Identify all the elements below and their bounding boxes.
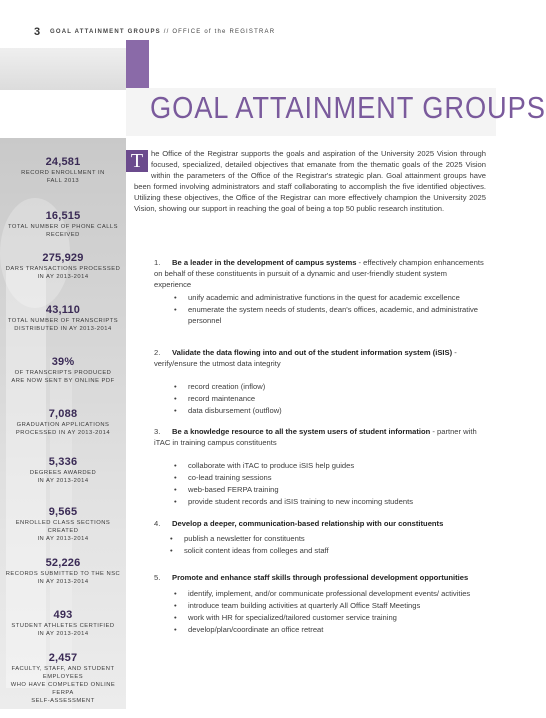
bullet-list xyxy=(170,381,484,417)
stat-item xyxy=(0,210,126,239)
list-item: • provide student records and iSIS training to new incoming students xyxy=(170,496,484,507)
stat-item xyxy=(0,456,126,485)
stat-item xyxy=(0,506,126,543)
stat-item xyxy=(0,252,126,281)
stat-number: 275,929 xyxy=(42,252,84,264)
running-header xyxy=(50,29,275,35)
stat-label: TOTAL NUMBER OF PHONE CALLS RECEIVED xyxy=(7,224,119,238)
intro-section xyxy=(130,148,486,214)
stat-number: 52,226 xyxy=(45,557,81,569)
stat-label: DEGREES AWARDED IN AY 2013-2014 xyxy=(29,470,97,484)
objective-number: 5. xyxy=(154,573,161,582)
list-item: • co-lead training sessions xyxy=(170,472,484,483)
stat-item xyxy=(0,652,126,705)
stat-item xyxy=(0,304,126,333)
stat-number: 9,565 xyxy=(48,506,78,518)
objective-item xyxy=(154,572,484,583)
objective-heading: Be a leader in the development of campus systems xyxy=(172,258,357,267)
objective-item xyxy=(154,518,484,529)
list-item: • enumerate the system needs of students, dean's offices, academic, and administrative personnel xyxy=(170,304,484,326)
stat-number: 16,515 xyxy=(45,210,81,222)
stat-item xyxy=(0,156,126,185)
running-header-separator: // xyxy=(160,29,173,35)
header-photo xyxy=(0,0,126,90)
list-item: • data disbursement (outflow) xyxy=(170,405,484,416)
objective-heading: Validate the data flowing into and out of the student information system (iSIS) xyxy=(172,348,453,357)
list-item: • solicit content ideas from colleges and staff xyxy=(166,545,480,556)
objective-number: 3. xyxy=(154,427,161,436)
intro-paragraph xyxy=(130,148,486,214)
objective-item xyxy=(154,347,484,369)
stat-label: TOTAL NUMBER OF TRANSCRIPTS DISTRIBUTED IN AY 2013-2014 xyxy=(7,318,119,332)
bullet-list xyxy=(166,533,480,557)
page-title: GOAL ATTAINMENT GROUPS xyxy=(150,90,546,125)
stat-item xyxy=(0,557,126,586)
stat-number: 43,110 xyxy=(45,304,81,316)
stat-item xyxy=(0,356,126,385)
bullet-list xyxy=(170,588,484,636)
list-item: • work with HR for specialized/tailored customer service training xyxy=(170,612,484,623)
list-item: • develop/plan/coordinate an office retreat xyxy=(170,624,484,635)
objective-number: 4. xyxy=(154,519,161,528)
list-item: • publish a newsletter for constituents xyxy=(166,533,480,544)
stat-item xyxy=(0,408,126,437)
stat-label: ENROLLED CLASS SECTIONS CREATED IN AY 2013-2014 xyxy=(15,520,111,542)
stat-label: GRADUATION APPLICATIONS PROCESSED IN AY 2013-2014 xyxy=(15,422,111,436)
objective-text: - verify/ensure the utmost data integrity xyxy=(154,348,457,368)
objective-text: - partner with iTAC in training campus constituents xyxy=(154,427,477,447)
objective-item xyxy=(154,426,484,448)
stat-item xyxy=(0,609,126,638)
stat-number: 24,581 xyxy=(45,156,81,168)
stat-number: 5,336 xyxy=(48,456,78,468)
list-item: • collaborate with iTAC to produce iSIS help guides xyxy=(170,460,484,471)
objective-heading: Be a knowledge resource to all the system users of student information xyxy=(172,427,431,436)
stat-label: FACULTY, STAFF, AND STUDENT EMPLOYEES WHO HAVE COMPLETED ONLINE FERPA SELF-ASSESSMENT xyxy=(10,666,116,704)
stat-label: STUDENT ATHLETES CERTIFIED IN AY 2013-2014 xyxy=(11,623,115,637)
objective-number: 1. xyxy=(154,258,161,267)
objective-heading: Develop a deeper, communication-based relationship with our constituents xyxy=(172,519,444,528)
list-item: • record maintenance xyxy=(170,393,484,404)
objective-text: - effectively champion enhancements on behalf of these constituents in pursuit of a dynamic and user-friendly student system experience xyxy=(154,258,484,289)
stat-label: OF TRANSCRIPTS PRODUCED ARE NOW SENT BY ONLINE PDF xyxy=(11,370,115,384)
list-item: • introduce team building activities at quarterly All Office Staff Meetings xyxy=(170,600,484,611)
stat-number: 493 xyxy=(53,609,73,621)
running-header-office: OFFICE of the REGISTRAR xyxy=(172,29,276,35)
stat-number: 39% xyxy=(51,356,75,368)
stat-number: 7,088 xyxy=(48,408,78,420)
drop-cap: T xyxy=(126,150,148,172)
list-item: • web-based FERPA training xyxy=(170,484,484,495)
running-header-section: GOAL ATTAINMENT GROUPS xyxy=(50,29,161,35)
list-item: • unify academic and administrative functions in the quest for academic excellence xyxy=(170,292,484,303)
intro-text: he Office of the Registrar supports the goals and aspiration of the University 2025 Vision through focused, specialized, detailed objectives that emanate from the thematic goals of the 2025 Vision within the parameters of the Office of the Registrar's strategic plan. Goal attainment groups have been formed involving administrators and staff collaborating to accomplish the five identified objectives. Utilizing these objectives, the Office of the Registrar can more effectively champion the University 2025 Vision, showing our support in reaching the goal of being a top 50 public research institution. xyxy=(134,149,486,213)
objective-number: 2. xyxy=(154,348,161,357)
list-item: • record creation (inflow) xyxy=(170,381,484,392)
objective-item xyxy=(154,257,484,290)
bullet-list xyxy=(170,292,484,327)
stat-label: DARS TRANSACTIONS PROCESSED IN AY 2013-2014 xyxy=(5,266,121,280)
stat-number: 2,457 xyxy=(48,652,78,664)
stat-label: RECORD ENROLLMENT IN FALL 2013 xyxy=(21,170,105,184)
list-item: • identify, implement, and/or communicate professional development events/ activities xyxy=(170,588,484,599)
stat-label: RECORDS SUBMITTED TO THE NSC IN AY 2013-2014 xyxy=(5,571,121,585)
accent-bar xyxy=(126,40,149,88)
objective-heading: Promote and enhance staff skills through professional development opportunities xyxy=(172,573,469,582)
bullet-list xyxy=(170,460,484,508)
page-number: 3 xyxy=(34,26,41,38)
